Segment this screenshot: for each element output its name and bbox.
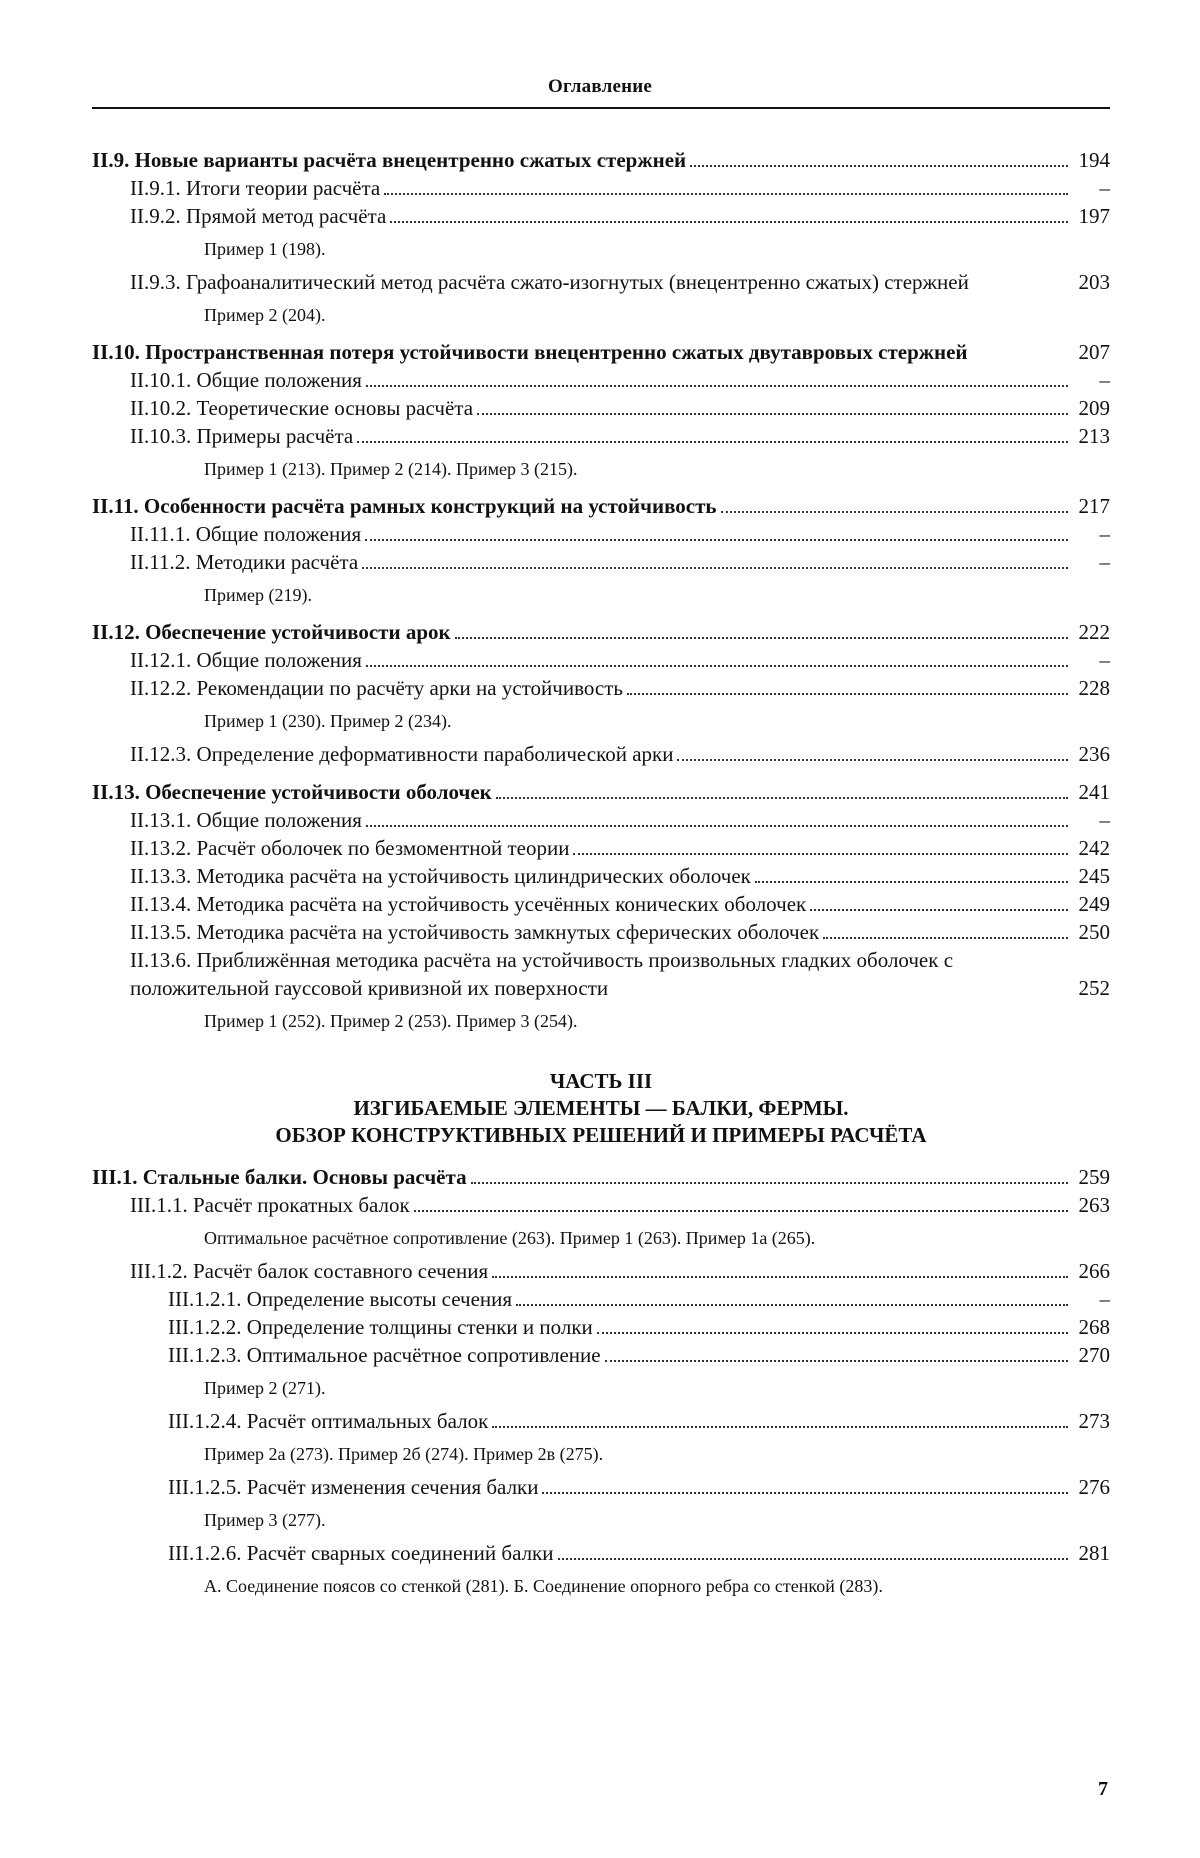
dot-leader: [677, 759, 1068, 761]
toc-entry-page: 268: [1078, 1315, 1110, 1339]
page-number: 7: [1098, 1778, 1108, 1800]
toc-entry: [92, 740, 1110, 768]
toc-entry-page: 203: [1078, 270, 1110, 294]
toc-entry: [92, 1313, 1110, 1341]
toc-part3: [92, 1163, 1110, 1599]
table-of-contents: [92, 136, 1110, 1605]
toc-entry-page: 197: [1078, 204, 1110, 228]
toc-entry-title: II.9. Новые варианты расчёта внецентренно сжатых стержней: [92, 148, 687, 172]
dot-leader: [573, 853, 1068, 855]
dot-leader: [414, 1210, 1068, 1212]
toc-entry-title: II.11.2. Методики расчёта: [130, 550, 359, 574]
dot-leader: [390, 221, 1068, 223]
toc-entry-page: 281: [1078, 1541, 1110, 1565]
dot-leader: [366, 665, 1068, 667]
toc-entry-title: II.10.2. Теоретические основы расчёта: [130, 396, 474, 420]
toc-entry-title: III.1. Стальные балки. Основы расчёта: [92, 1165, 467, 1189]
dot-leader: [366, 825, 1068, 827]
dot-leader: [496, 797, 1068, 799]
toc-entry-title: II.9.2. Прямой метод расчёта: [130, 204, 387, 228]
part3-heading-line: ЧАСТЬ III: [549, 1069, 653, 1093]
dot-leader: [366, 385, 1068, 387]
toc-entry-page: 241: [1078, 780, 1110, 804]
toc-entry: [92, 862, 1110, 890]
toc-part2: [92, 146, 1110, 1034]
toc-entry-page: –: [1099, 808, 1110, 832]
dot-leader: [455, 637, 1068, 639]
dot-leader: [516, 1304, 1068, 1306]
dot-leader: [542, 1492, 1068, 1494]
toc-entry-page: –: [1099, 550, 1110, 574]
toc-entry-page: –: [1099, 368, 1110, 392]
toc-entry-title: II.12. Обеспечение устойчивости арок: [92, 620, 451, 644]
toc-entry: [92, 422, 1110, 450]
toc-entry: [92, 1163, 1110, 1191]
toc-entry-page: 249: [1078, 892, 1110, 916]
toc-entry: [92, 1257, 1110, 1285]
dot-leader: [597, 1332, 1068, 1334]
toc-entry-title: II.13.4. Методика расчёта на устойчивость усечённых конических оболочек: [130, 892, 807, 916]
dot-leader: [492, 1426, 1068, 1428]
dot-leader: [471, 1182, 1068, 1184]
toc-entry: [92, 778, 1110, 806]
toc-entry: [92, 1539, 1110, 1567]
toc-entry-title: III.1.2.2. Определение толщины стенки и полки: [168, 1315, 593, 1339]
dot-leader: [755, 881, 1068, 883]
toc-entry: [92, 918, 1110, 946]
toc-entry-page: 263: [1078, 1193, 1110, 1217]
dot-leader: [810, 909, 1068, 911]
toc-subentry: Пример 2 (271).: [204, 1378, 326, 1398]
toc-entry-title: III.1.2.6. Расчёт сварных соединений балки: [168, 1541, 554, 1565]
part3-heading: [92, 1068, 1110, 1149]
toc-entry: [92, 806, 1110, 834]
toc-entry: [92, 548, 1110, 576]
toc-entry-title: II.13.5. Методика расчёта на устойчивость замкнутых сферических оболочек: [130, 920, 820, 944]
running-head: Оглавление: [547, 76, 653, 97]
toc-entry-title: II.9.3. Графоаналитический метод расчёта сжато-изогнутых (внецентренно сжатых) стержней: [130, 270, 969, 294]
toc-entry-page: 252: [1078, 976, 1110, 1000]
toc-entry-title: III.1.2.5. Расчёт изменения сечения балки: [168, 1475, 539, 1499]
toc-subentry: Пример 2а (273). Пример 2б (274). Пример 2в (275).: [204, 1444, 604, 1464]
toc-entry-title: II.10. Пространственная потеря устойчивости внецентренно сжатых двутавровых стержней: [92, 340, 968, 364]
dot-leader: [690, 165, 1068, 167]
header-rule: [92, 107, 1110, 109]
dot-leader: [558, 1558, 1069, 1560]
toc-entry-title: III.1.2.1. Определение высоты сечения: [168, 1287, 513, 1311]
toc-entry: [92, 146, 1110, 174]
toc-entry: [92, 646, 1110, 674]
toc-entry-title: II.10.3. Примеры расчёта: [130, 424, 354, 448]
toc-entry-title: II.13. Обеспечение устойчивости оболочек: [92, 780, 492, 804]
toc-entry-page: 236: [1078, 742, 1110, 766]
dot-leader: [605, 1360, 1068, 1362]
toc-entry-page: 207: [1078, 340, 1110, 364]
toc-entry-title: III.1.2. Расчёт балок составного сечения: [130, 1259, 489, 1283]
toc-subentry: Пример 3 (277).: [204, 1510, 326, 1530]
toc-entry-title: III.1.2.4. Расчёт оптимальных балок: [168, 1409, 489, 1433]
toc-entry-page: 222: [1078, 620, 1110, 644]
toc-entry-title: III.1.1. Расчёт прокатных балок: [130, 1193, 410, 1217]
toc-subentry: Пример 1 (252). Пример 2 (253). Пример 3 (254).: [204, 1011, 578, 1031]
toc-entry: [92, 492, 1110, 520]
toc-entry: [92, 1407, 1110, 1435]
toc-entry-page: 273: [1078, 1409, 1110, 1433]
toc-entry-page: 213: [1078, 424, 1110, 448]
dot-leader: [823, 937, 1068, 939]
toc-entry-page: 259: [1078, 1165, 1110, 1189]
toc-entry-page: –: [1099, 522, 1110, 546]
toc-entry-page: –: [1099, 1287, 1110, 1311]
toc-entry-title: II.11. Особенности расчёта рамных конструкций на устойчивость: [92, 494, 717, 518]
toc-entry-page: 276: [1078, 1475, 1110, 1499]
toc-entry: [92, 366, 1110, 394]
toc-entry-title: II.12.1. Общие положения: [130, 648, 362, 672]
toc-entry: [92, 1341, 1110, 1369]
toc-subentry: Оптимальное расчётное сопротивление (263). Пример 1 (263). Пример 1а (265).: [204, 1228, 816, 1248]
toc-entry: [92, 1473, 1110, 1501]
toc-entry: [92, 1285, 1110, 1313]
dot-leader: [477, 413, 1068, 415]
dot-leader: [492, 1276, 1068, 1278]
toc-entry-title: II.13.2. Расчёт оболочек по безмоментной теории: [130, 836, 570, 860]
toc-entry-title: II.12.2. Рекомендации по расчёту арки на устойчивость: [130, 676, 623, 700]
toc-entry-page: –: [1099, 648, 1110, 672]
dot-leader: [627, 693, 1068, 695]
toc-entry-page: 250: [1078, 920, 1110, 944]
toc-subentry: Пример 2 (204).: [204, 305, 326, 325]
part3-heading-line: ОБЗОР КОНСТРУКТИВНЫХ РЕШЕНИЙ И ПРИМЕРЫ РАСЧЁТА: [275, 1123, 927, 1147]
toc-entry: [92, 890, 1110, 918]
toc-entry-page: 245: [1078, 864, 1110, 888]
toc-subentry: Пример 1 (198).: [204, 239, 326, 259]
dot-leader: [362, 567, 1068, 569]
toc-entry-page: 270: [1078, 1343, 1110, 1367]
toc-entry-page: –: [1099, 176, 1110, 200]
toc-entry: [92, 268, 1110, 296]
dot-leader: [721, 511, 1068, 513]
toc-entry-page: 266: [1078, 1259, 1110, 1283]
toc-entry-title: II.13.3. Методика расчёта на устойчивость цилиндрических оболочек: [130, 864, 751, 888]
toc-entry-page: 194: [1078, 148, 1110, 172]
toc-entry-title: II.13.6. Приближённая методика расчёта на устойчивость произвольных гладких оболочек с положительной гауссовой кривизной их поверхности: [130, 948, 954, 1000]
toc-entry-page: 217: [1078, 494, 1110, 518]
toc-entry-page: 209: [1078, 396, 1110, 420]
toc-entry-title: II.10.1. Общие положения: [130, 368, 362, 392]
dot-leader: [384, 193, 1068, 195]
toc-subentry: Пример 1 (230). Пример 2 (234).: [204, 711, 452, 731]
toc-entry: [92, 674, 1110, 702]
toc-entry: [92, 338, 1110, 366]
toc-entry: [92, 834, 1110, 862]
part3-heading-line: ИЗГИБАЕМЫЕ ЭЛЕМЕНТЫ — БАЛКИ, ФЕРМЫ.: [353, 1096, 849, 1120]
toc-entry-page: 228: [1078, 676, 1110, 700]
toc-entry-title: II.13.1. Общие положения: [130, 808, 362, 832]
toc-entry: [92, 618, 1110, 646]
toc-subentry: Пример 1 (213). Пример 2 (214). Пример 3 (215).: [204, 459, 578, 479]
toc-entry-title: II.12.3. Определение деформативности параболической арки: [130, 742, 674, 766]
toc-entry-title: II.9.1. Итоги теории расчёта: [130, 176, 381, 200]
toc-entry: [92, 202, 1110, 230]
toc-entry-title: III.1.2.3. Оптимальное расчётное сопротивление: [168, 1343, 601, 1367]
toc-entry: [92, 946, 1110, 1002]
toc-entry: [92, 394, 1110, 422]
dot-leader: [365, 539, 1068, 541]
toc-entry-page: 242: [1078, 836, 1110, 860]
toc-entry: [92, 174, 1110, 202]
toc-entry-title: II.11.1. Общие положения: [130, 522, 362, 546]
toc-subentry: А. Соединение поясов со стенкой (281). Б. Соединение опорного ребра со стенкой (283).: [204, 1576, 883, 1596]
toc-entry: [92, 1191, 1110, 1219]
toc-subentry: Пример (219).: [204, 585, 312, 605]
toc-entry: [92, 520, 1110, 548]
dot-leader: [357, 441, 1068, 443]
